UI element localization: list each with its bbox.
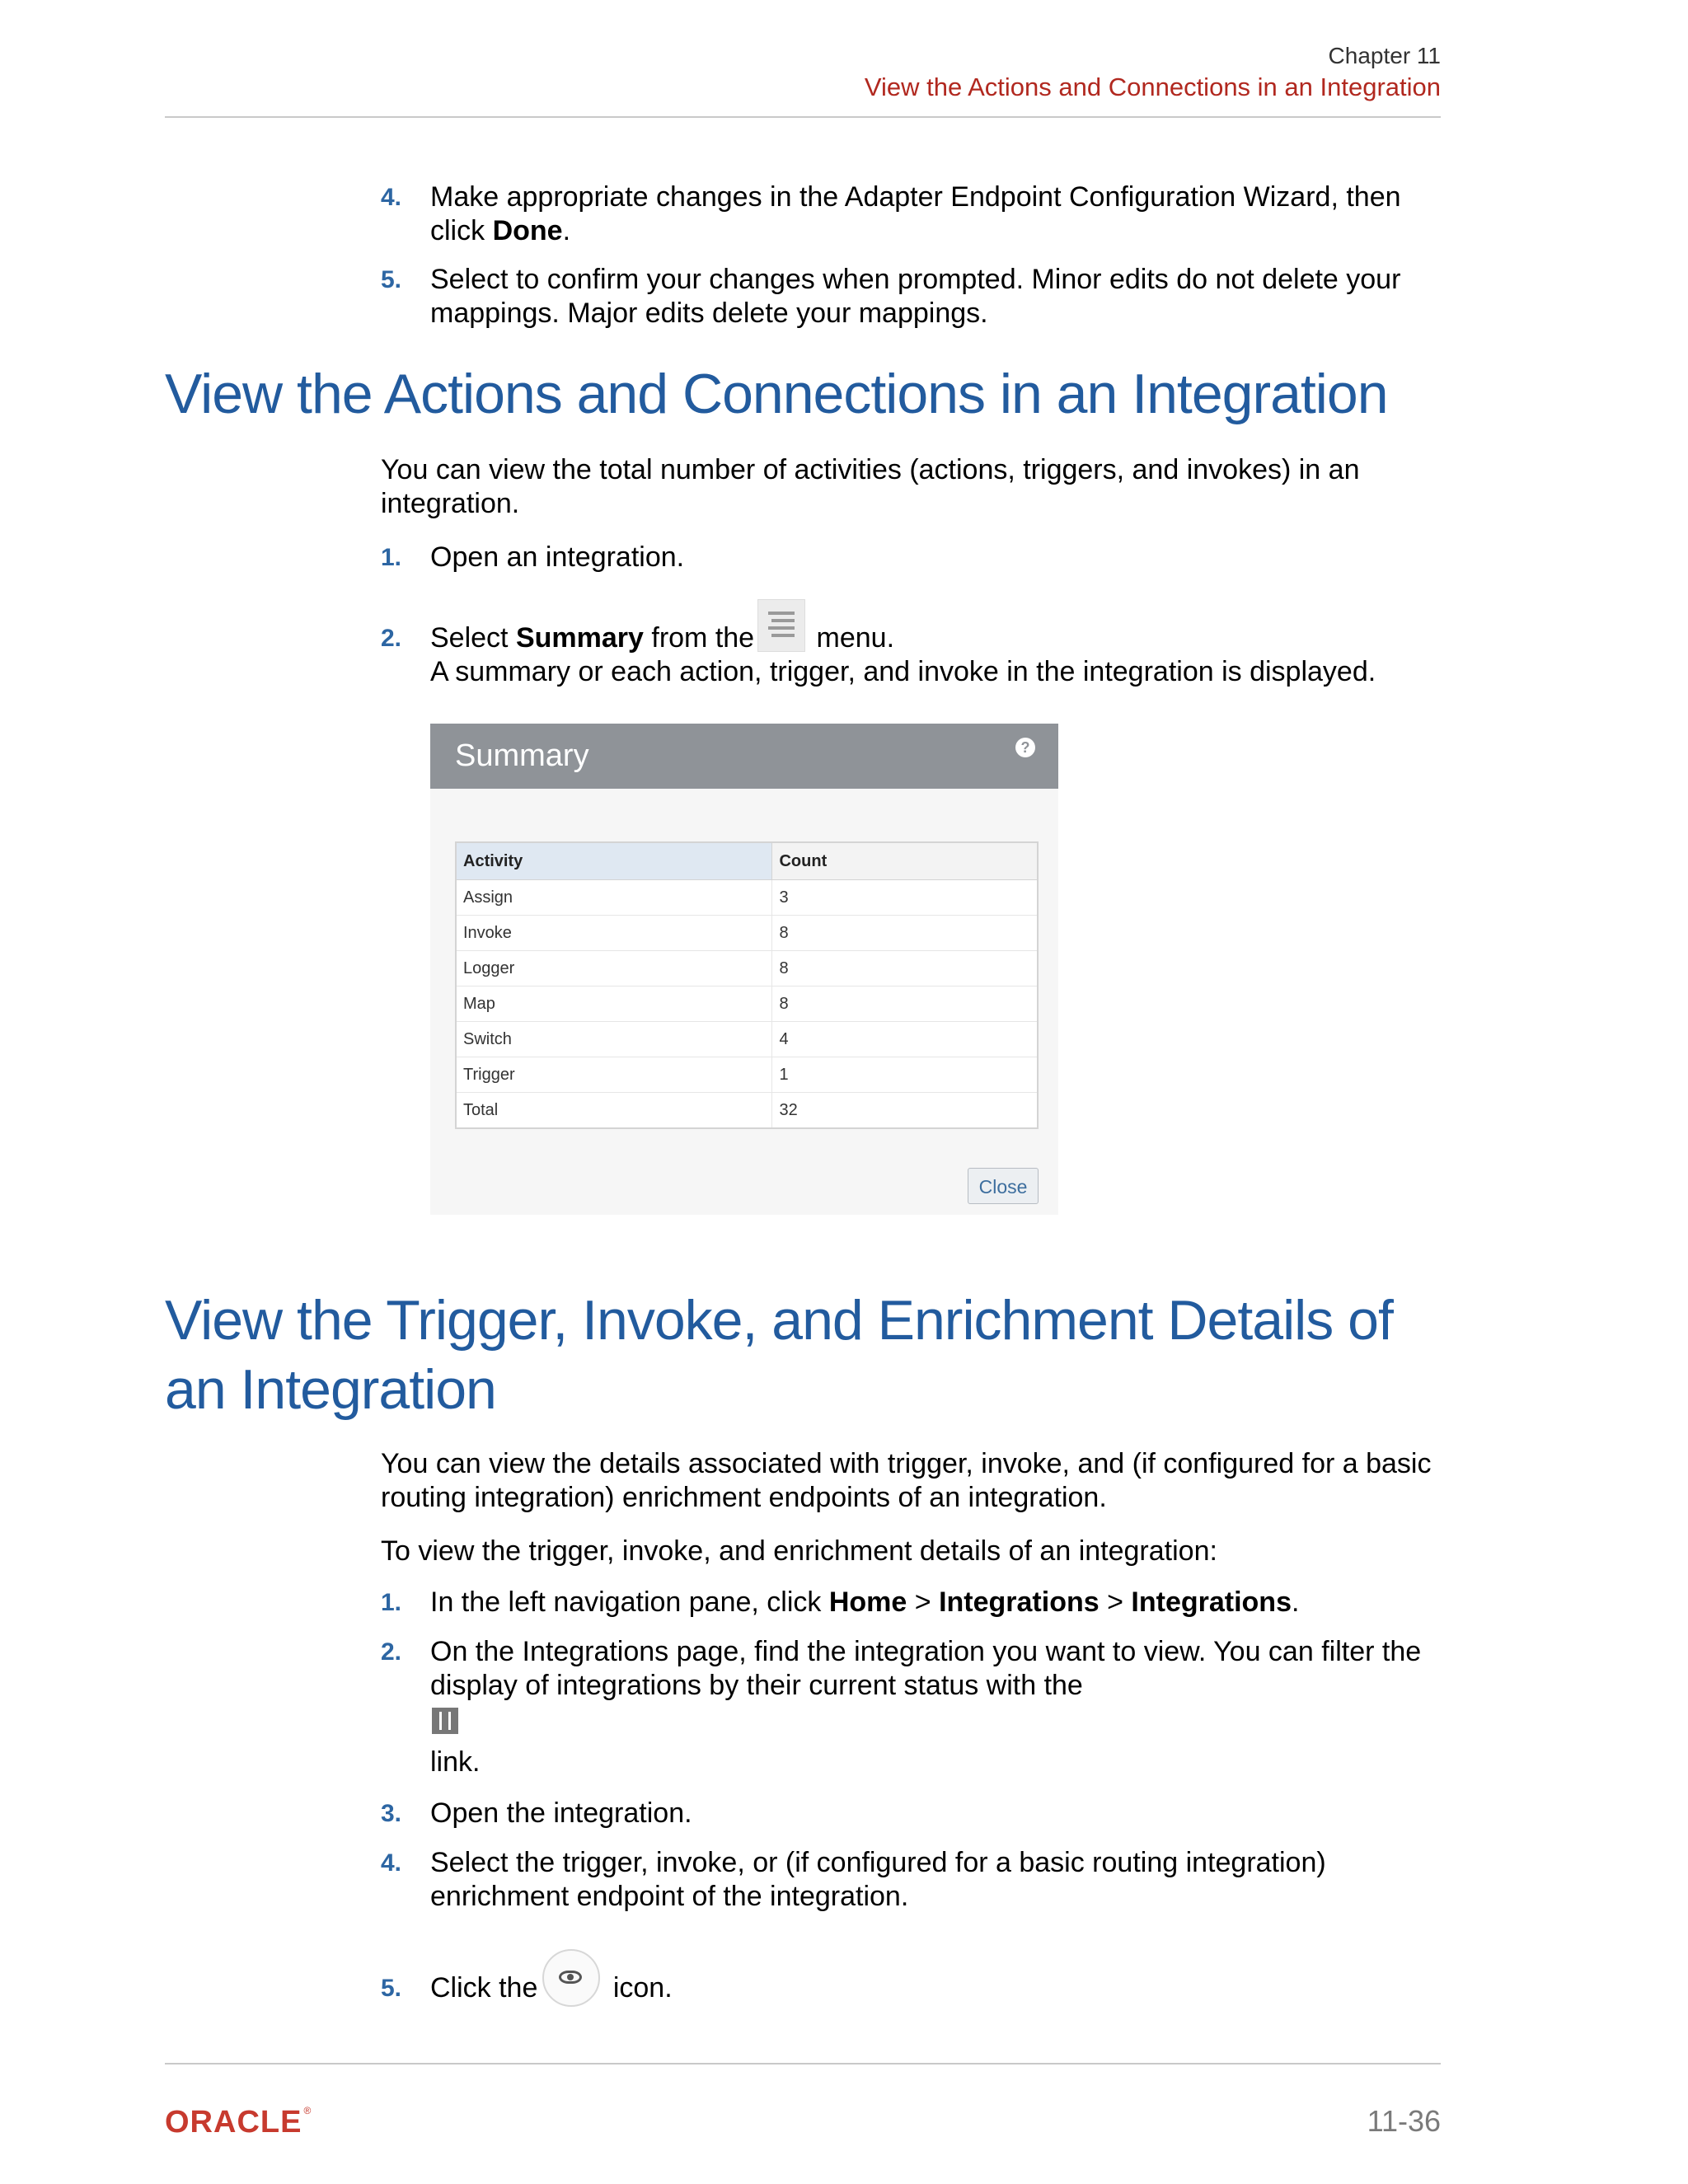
- footer-divider: [165, 2063, 1441, 2064]
- summary-table: [455, 841, 1039, 1129]
- activity-cell: Invoke: [456, 916, 772, 951]
- step-number: 4.: [381, 184, 402, 211]
- activity-cell: Logger: [456, 951, 772, 987]
- list-item: [381, 541, 1444, 574]
- list-item: [381, 263, 1444, 330]
- table-row: [456, 1057, 1038, 1093]
- step-number: 5.: [381, 1975, 402, 2002]
- table-row: [456, 1022, 1038, 1057]
- activity-cell: Map: [456, 987, 772, 1022]
- step-number: 1.: [381, 1589, 402, 1616]
- step-text: Select Summary from the menu. A summary or each action, trigger, and invoke in the integration is displayed.: [430, 592, 1444, 689]
- count-cell: 8: [772, 951, 1038, 987]
- list-item: [381, 1797, 1444, 1830]
- step-text: In the left navigation pane, click Home > Integrations > Integrations.: [430, 1586, 1300, 1618]
- step-number: 2.: [381, 625, 402, 652]
- section-intro: You can view the total number of activities (actions, triggers, and invokes) in an integration.: [381, 454, 1360, 519]
- help-icon[interactable]: ?: [1015, 738, 1035, 757]
- table-row: [456, 880, 1038, 916]
- chapter-label: Chapter 11: [1328, 43, 1441, 68]
- section-intro: You can view the details associated with trigger, invoke, and (if configured for a basic routing integration) enrichment endpoints of an integration.: [381, 1448, 1432, 1513]
- count-cell: 8: [772, 916, 1038, 951]
- list-item: [381, 180, 1444, 248]
- table-row: [456, 951, 1038, 987]
- header-divider: [165, 116, 1441, 118]
- step-number: 4.: [381, 1849, 402, 1877]
- step-text: Click the icon.: [430, 1933, 1444, 2007]
- page-number: 11-36: [1367, 2104, 1441, 2138]
- list-item: [381, 1846, 1444, 1914]
- step-text: Make appropriate changes in the Adapter Endpoint Configuration Wizard, then click Done.: [430, 181, 1401, 246]
- dialog-title: Summary: [455, 738, 589, 773]
- eye-icon[interactable]: [542, 1949, 600, 2007]
- section-heading: View the Trigger, Invoke, and Enrichment Details of an Integration: [165, 1289, 1393, 1421]
- list-item: [381, 592, 1444, 691]
- activity-cell: Switch: [456, 1022, 772, 1057]
- count-cell: 32: [772, 1093, 1038, 1129]
- dialog-header: [430, 724, 1058, 789]
- table-row: [456, 1093, 1038, 1129]
- step-number: 3.: [381, 1800, 402, 1827]
- activity-cell: Trigger: [456, 1057, 772, 1093]
- list-item: [381, 1933, 1444, 2008]
- step-text: Open the integration.: [430, 1797, 692, 1829]
- list-item: [381, 1586, 1444, 1619]
- oracle-logo: ORACLE ®: [165, 2105, 312, 2139]
- step-number: 2.: [381, 1638, 402, 1666]
- column-header-activity[interactable]: Activity: [456, 842, 772, 880]
- count-cell: 1: [772, 1057, 1038, 1093]
- section-intro-2: To view the trigger, invoke, and enrichment details of an integration:: [381, 1535, 1217, 1567]
- summary-dialog: [430, 724, 1058, 1215]
- close-button[interactable]: Close: [968, 1168, 1039, 1204]
- count-cell: 4: [772, 1022, 1038, 1057]
- step-number: 1.: [381, 544, 402, 571]
- list-item: [381, 1635, 1444, 1778]
- step-text-link: link.: [430, 1746, 481, 1778]
- menu-icon[interactable]: [757, 599, 805, 652]
- step-text: On the Integrations page, find the integration you want to view. You can filter the display of integrations by their current status with the: [430, 1636, 1422, 1701]
- step-text: Select to confirm your changes when prompted. Minor edits do not delete your mappings. Major edits delete your mappings.: [430, 264, 1401, 329]
- activity-cell: Assign: [456, 880, 772, 916]
- step-text: Select the trigger, invoke, or (if configured for a basic routing integration) enrichment endpoint of the integration.: [430, 1847, 1326, 1912]
- activity-cell: Total: [463, 1100, 499, 1119]
- table-header-row: [456, 842, 1038, 880]
- step-number: 5.: [381, 266, 402, 293]
- step-text: Open an integration.: [430, 541, 685, 573]
- table-row: [456, 987, 1038, 1022]
- column-header-count[interactable]: Count: [772, 842, 1038, 880]
- table-row: [456, 916, 1038, 951]
- count-cell: 8: [772, 987, 1038, 1022]
- section-heading: View the Actions and Connections in an Integration: [165, 363, 1388, 425]
- count-cell: 3: [772, 880, 1038, 916]
- running-section-title: View the Actions and Connections in an Integration: [864, 73, 1441, 101]
- filter-icon[interactable]: [432, 1708, 458, 1734]
